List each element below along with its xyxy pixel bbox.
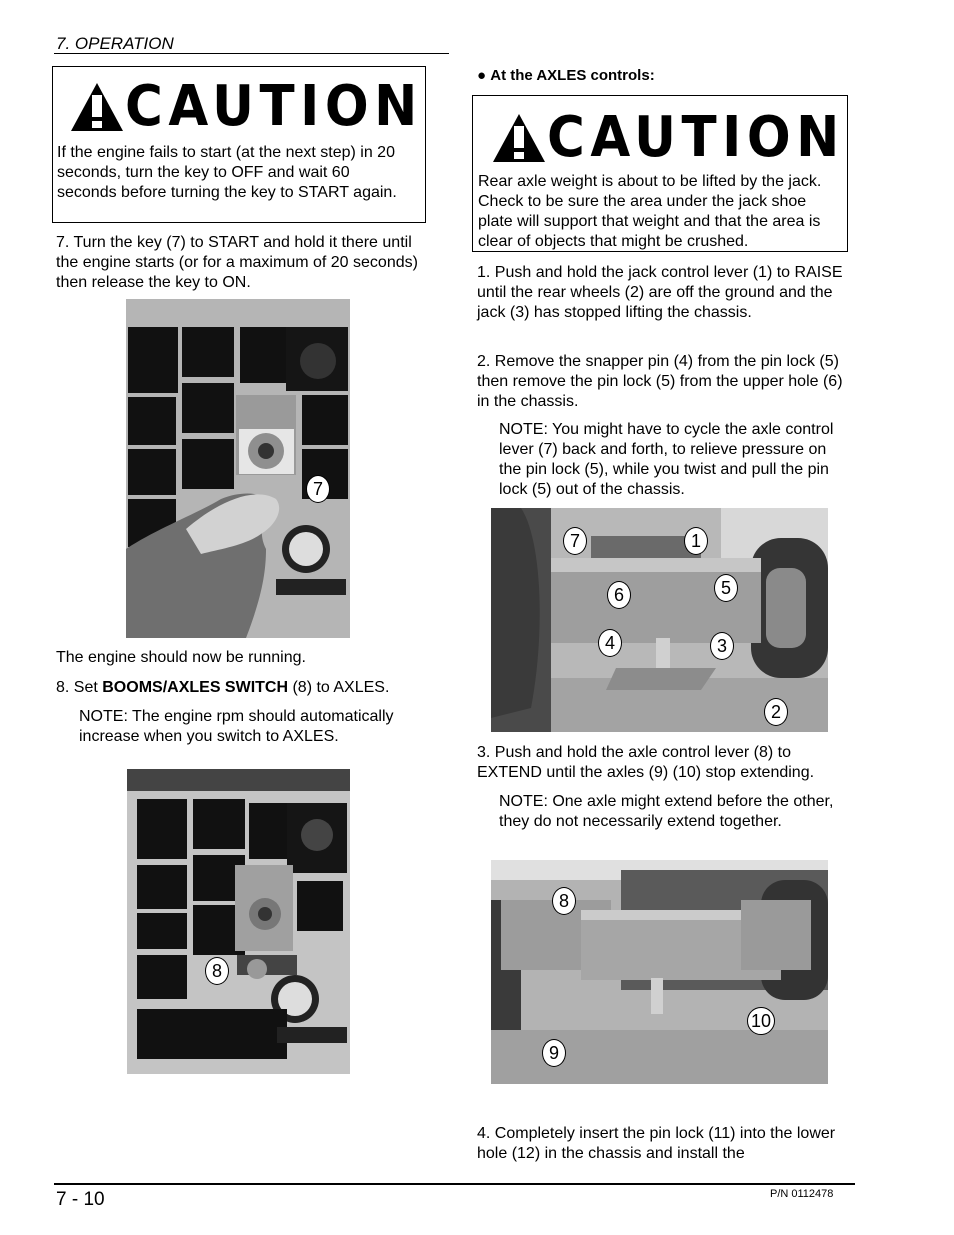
caution-word: CAUTION [125, 74, 423, 139]
step-8-prefix: 8. Set [56, 679, 103, 696]
callout-8: 8 [205, 957, 229, 985]
section-title: 7. OPERATION [56, 34, 174, 53]
footer-rule [54, 1183, 855, 1185]
control-panel-illustration [126, 299, 350, 638]
step-8 [56, 678, 426, 698]
note-axle-lever: NOTE: You might have to cycle the axle control lever (7) back and forth, to relieve pressure on the pin lock (5), while you twist and pull the pin lock (5) out of the chassis. [499, 421, 834, 498]
axles-heading-text: At the AXLES controls: [490, 67, 655, 84]
step-4: 4. Completely insert the pin lock (11) into the lower hole (12) in the chassis and install the [477, 1125, 836, 1162]
caution-header [491, 105, 871, 170]
step-8-suffix: (8) to AXLES. [288, 679, 390, 696]
bullet-icon: ● [477, 67, 487, 84]
callout-2: 2 [764, 698, 788, 726]
axles-extended-photo [491, 860, 828, 1084]
callout-7: 7 [563, 527, 587, 555]
jack-chassis-photo [491, 508, 828, 732]
control-panel-key-photo [126, 299, 350, 638]
caution-box-engine [52, 66, 426, 223]
callout-1: 1 [684, 527, 708, 555]
control-panel-switch-photo [127, 769, 350, 1074]
warning-triangle-icon [69, 81, 125, 133]
callout-4: 4 [598, 629, 622, 657]
booms-axles-switch-label: BOOMS/AXLES SWITCH [102, 679, 289, 696]
step-2: 2. Remove the snapper pin (4) from the pin lock (5) then remove the pin lock (5) from the upper hole (6) in the chassis. [477, 353, 843, 410]
control-panel-illustration-2 [127, 769, 350, 1074]
callout-9: 9 [542, 1039, 566, 1067]
caution-header [69, 74, 449, 139]
step-1: 1. Push and hold the jack control lever (1) to RAISE until the rear wheels (2) are off the ground and the jack (3) has stopped lifting the chassis. [477, 264, 843, 321]
step-7: 7. Turn the key (7) to START and hold it there until the engine starts (or for a maximum of 20 seconds) then release the key to ON. [56, 234, 418, 291]
header-rule [54, 53, 449, 54]
callout-5: 5 [714, 574, 738, 602]
engine-running-text: The engine should now be running. [56, 649, 306, 666]
callout-8: 8 [552, 887, 576, 915]
caution-text: If the engine fails to start (at the next step) in 20 seconds, turn the key to OFF and wait 60 seconds before turning the key to START again. [57, 144, 397, 201]
part-number: P/N 0112478 [770, 1188, 834, 1200]
page-number: 7 - 10 [56, 1189, 105, 1210]
caution-text: Rear axle weight is about to be lifted by the jack. Check to be sure the area under the jack shoe plate will support that weight and that the area is clear of objects that might be crushed. [478, 173, 822, 250]
callout-6: 6 [607, 581, 631, 609]
caution-word: CAUTION [547, 105, 845, 170]
caution-box-rear-axle [472, 95, 848, 252]
callout-10: 10 [747, 1007, 775, 1035]
note-engine-rpm: NOTE: The engine rpm should automatically increase when you switch to AXLES. [79, 708, 394, 745]
callout-3: 3 [710, 632, 734, 660]
step-3: 3. Push and hold the axle control lever (8) to EXTEND until the axles (9) (10) stop extending. [477, 744, 815, 781]
callout-7: 7 [306, 475, 330, 503]
note-axle-extend: NOTE: One axle might extend before the other, they do not necessarily extend together. [499, 793, 834, 830]
axles-heading [477, 66, 857, 86]
warning-triangle-icon [491, 112, 547, 164]
